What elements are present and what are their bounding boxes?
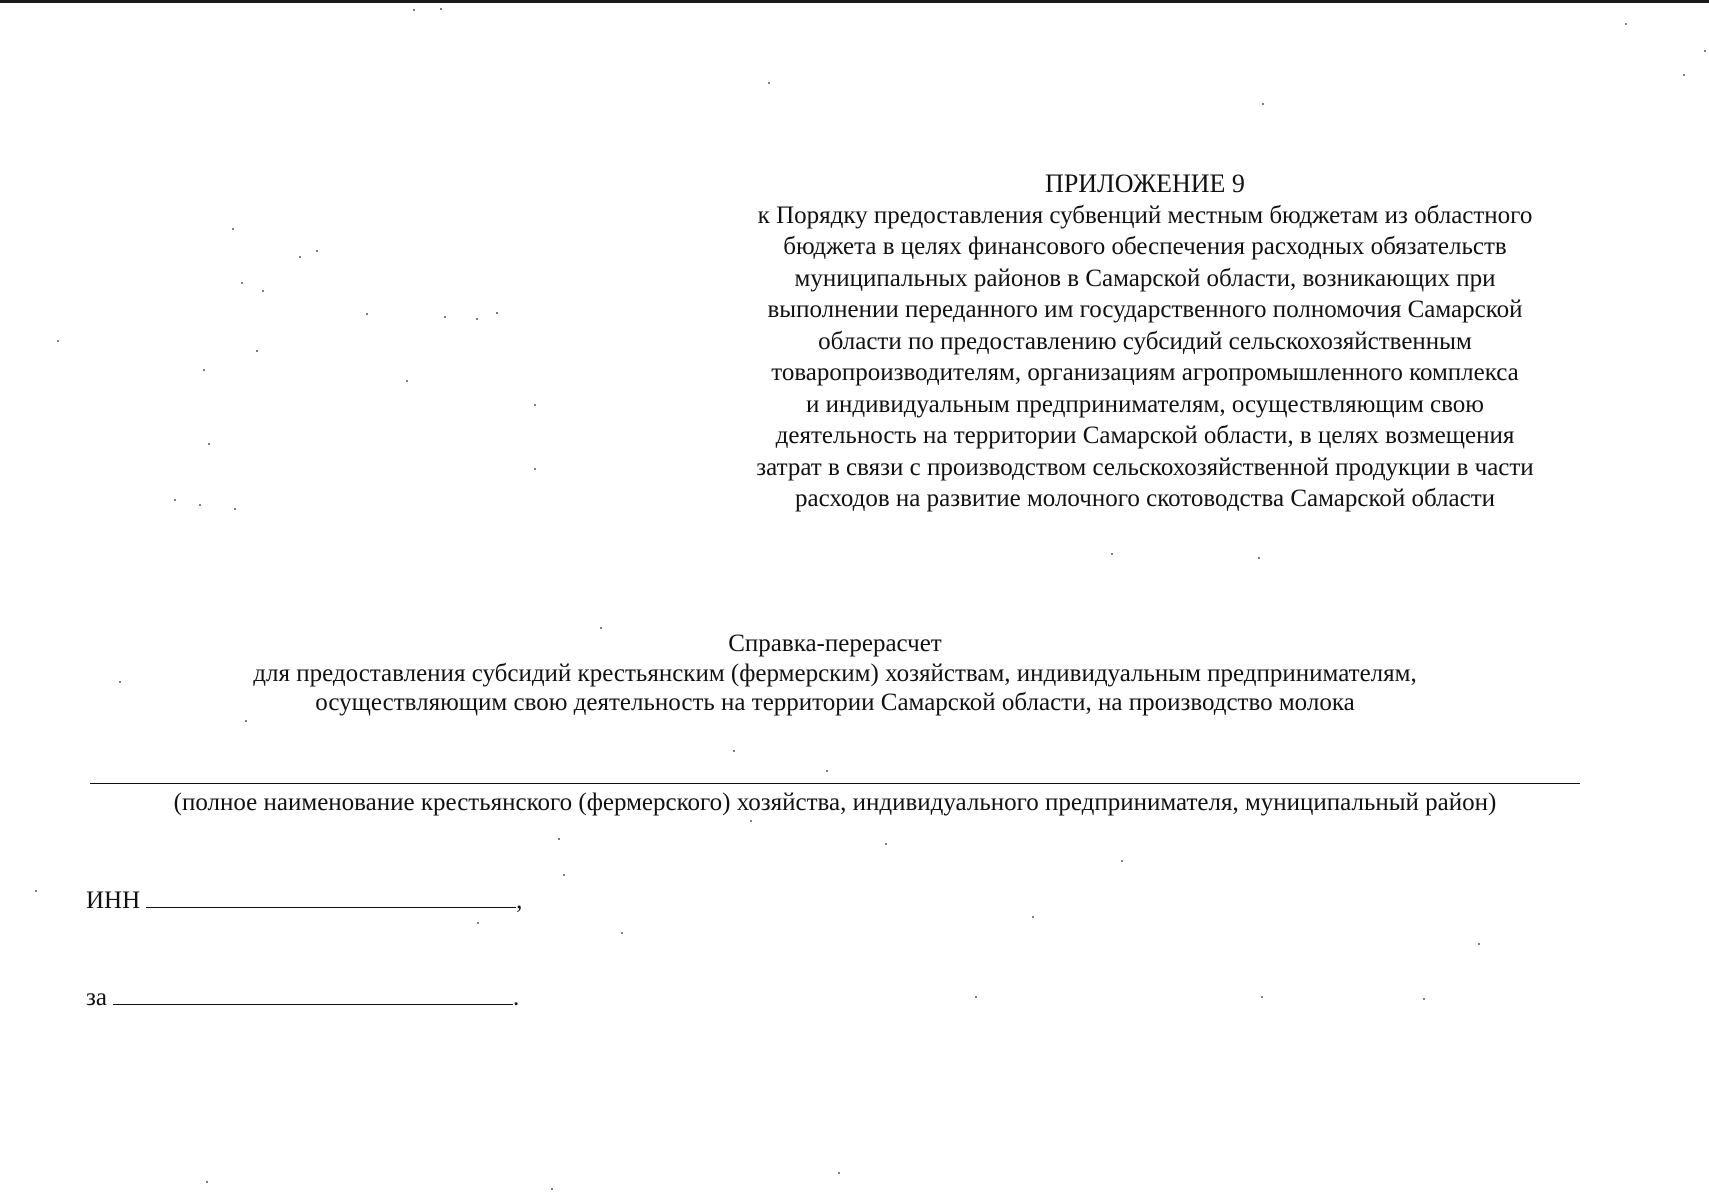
scan-speck [551, 1188, 553, 1190]
scan-speck [1262, 103, 1264, 105]
scan-speck [208, 443, 210, 445]
scan-speck [366, 313, 368, 315]
appendix-line: затрат в связи с производством сельскохозяйственной продукции в части [756, 453, 1534, 481]
scan-speck [1625, 23, 1627, 25]
scan-speck [733, 750, 735, 752]
appendix-line: муниципальных районов в Самарской области, возникающих при [794, 264, 1496, 292]
period-label: за [86, 984, 107, 1011]
scan-speck [1423, 998, 1425, 1000]
appendix-line: деятельность на территории Самарской области, в целях возмещения [775, 422, 1515, 449]
certificate-subtitle-line: осуществляющим свою деятельность на территории Самарской области, на производство молока [315, 689, 1355, 716]
scan-speck [1704, 50, 1706, 52]
scan-speck [885, 843, 887, 845]
scan-speck [1111, 553, 1113, 555]
scan-speck [262, 290, 264, 292]
scan-speck [826, 770, 828, 772]
scan-speck [241, 282, 243, 284]
scan-speck [563, 874, 565, 876]
scan-speck [35, 890, 37, 892]
scan-speck [199, 504, 201, 506]
scan-speck [256, 350, 258, 352]
scan-speck [496, 312, 498, 314]
entity-name-caption: (полное наименование крестьянского (фермерского) хозяйства, индивидуального предпринимателя, муниципальный район) [173, 789, 1497, 816]
scan-speck [477, 922, 479, 924]
scan-speck [234, 508, 236, 510]
scan-speck [534, 404, 536, 406]
scan-speck [1683, 74, 1685, 76]
appendix-line: области по предоставлению субсидий сельскохозяйственным [818, 327, 1472, 355]
scan-speck [1032, 916, 1034, 918]
scan-speck [413, 9, 415, 11]
scan-speck [534, 468, 536, 470]
scan-speck [975, 996, 977, 998]
scan-speck [299, 256, 301, 258]
scan-speck [1261, 996, 1263, 998]
period-row [86, 982, 519, 1013]
appendix-line: выполнении переданного им государственного полномочия Самарской [767, 296, 1523, 323]
inn-label: ИНН [86, 887, 141, 914]
period-field[interactable] [113, 982, 513, 1005]
scan-speck [1478, 943, 1480, 945]
appendix-line: расходов на развитие молочного скотоводства Самарской области [794, 485, 1496, 512]
certificate-heading [90, 629, 1580, 718]
scan-speck [1258, 557, 1260, 559]
page-top-edge [0, 0, 1709, 3]
scan-speck [621, 932, 623, 934]
scan-speck [232, 228, 234, 230]
scan-speck [444, 316, 446, 318]
scan-speck [768, 82, 770, 84]
scan-speck [838, 1172, 840, 1174]
appendix-line: к Порядку предоставления субвенций местным бюджетам из областного [757, 201, 1533, 229]
period-suffix: . [512, 984, 520, 1011]
entity-name-field[interactable] [90, 783, 1580, 784]
scan-speck [203, 369, 205, 371]
scan-speck [600, 627, 602, 629]
appendix-header [700, 168, 1590, 515]
inn-suffix: , [516, 887, 523, 914]
certificate-title: Справка-перерасчет [728, 630, 942, 657]
scan-speck [174, 499, 176, 501]
scan-speck [440, 8, 442, 10]
appendix-line: и индивидуальным предпринимателям, осуществляющим свою [806, 390, 1484, 418]
appendix-line: бюджета в целях финансового обеспечения расходных обязательств [783, 233, 1507, 260]
scan-speck [245, 720, 247, 722]
appendix-title: ПРИЛОЖЕНИЕ 9 [1045, 169, 1245, 198]
scan-speck [476, 318, 478, 320]
appendix-line: товаропроизводителям, организациям агропромышленного комплекса [771, 359, 1519, 386]
scan-speck [119, 681, 121, 683]
scan-speck [316, 250, 318, 252]
certificate-subtitle-line: для предоставления субсидий крестьянским (фермерским) хозяйствам, индивидуальным предпринимателям, [253, 659, 1417, 687]
scan-speck [57, 340, 59, 342]
scan-speck [1121, 860, 1123, 862]
scan-speck [406, 380, 408, 382]
inn-field[interactable] [146, 885, 516, 908]
scan-speck [558, 838, 560, 840]
scan-speck [206, 1181, 208, 1183]
scan-speck [750, 820, 752, 822]
inn-row [86, 885, 522, 916]
